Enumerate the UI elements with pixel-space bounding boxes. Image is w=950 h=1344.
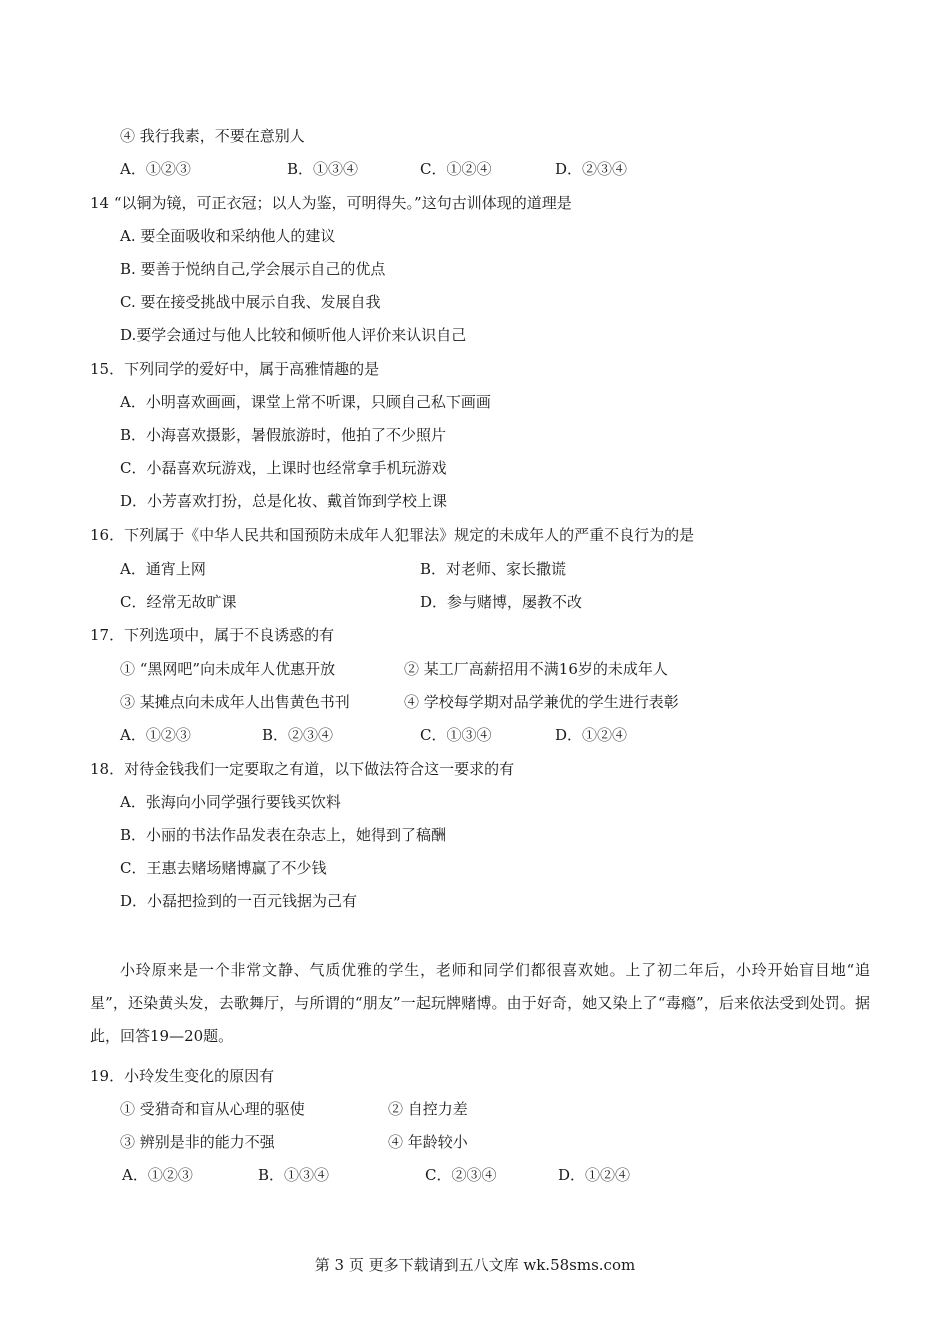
q19-item-1: ① 受猎奇和盲从心理的驱使 <box>120 1100 305 1118</box>
page-footer: 第 3 页 更多下载请到五八文库 wk.58sms.com <box>314 1256 636 1274</box>
q16-stem: 16．下列属于《中华人民共和国预防未成年人犯罪法》规定的未成年人的严重不良行为的是 <box>90 526 695 544</box>
q15-option-d: D．小芳喜欢打扮，总是化妆、戴首饰到学校上课 <box>120 492 448 510</box>
q18-option-d: D．小磊把捡到的一百元钱据为己有 <box>120 892 358 910</box>
q17-stem: 17．下列选项中，属于不良诱惑的有 <box>90 626 335 644</box>
q18-option-a: A．张海向小同学强行要钱买饮料 <box>120 793 341 811</box>
q16-option-b: B．对老师、家长撒谎 <box>420 560 567 578</box>
q15-option-c: C．小磊喜欢玩游戏，上课时也经常拿手机玩游戏 <box>120 459 447 477</box>
q17-option-c: C．①③④ <box>420 726 492 744</box>
q13-option-d: D．②③④ <box>555 160 628 178</box>
q16-option-c: C．经常无故旷课 <box>120 593 237 611</box>
q19-option-a: A．①②③ <box>122 1166 193 1184</box>
q17-option-d: D．①②④ <box>555 726 628 744</box>
q14-option-d: D.要学会通过与他人比较和倾听他人评价来认识自己 <box>120 326 467 344</box>
q15-option-b: B．小海喜欢摄影，暑假旅游时，他拍了不少照片 <box>120 426 447 444</box>
q14-option-b: B. 要善于悦纳自己,学会展示自己的优点 <box>120 260 386 278</box>
q17-item-3: ③ 某摊点向未成年人出售黄色书刊 <box>120 693 350 711</box>
q14-stem: 14 “以铜为镜，可正衣冠；以人为鉴，可明得失。”这句古训体现的道理是 <box>90 194 572 212</box>
q16-option-d: D．参与赌博，屡教不改 <box>420 593 583 611</box>
q19-item-4: ④ 年龄较小 <box>388 1133 468 1151</box>
q15-option-a: A．小明喜欢画画，课堂上常不听课，只顾自己私下画画 <box>120 393 491 411</box>
q16-option-a: A．通宵上网 <box>120 560 206 578</box>
q13-option-a: A．①②③ <box>120 160 191 178</box>
q19-item-3: ③ 辨别是非的能力不强 <box>120 1133 275 1151</box>
q19-option-c: C．②③④ <box>425 1166 497 1184</box>
q19-option-d: D．①②④ <box>558 1166 631 1184</box>
q17-item-4: ④ 学校每学期对品学兼优的学生进行表彰 <box>404 693 679 711</box>
q14-option-a: A. 要全面吸收和采纳他人的建议 <box>120 227 336 245</box>
q17-option-b: B．②③④ <box>262 726 334 744</box>
q13-option-c: C．①②④ <box>420 160 492 178</box>
q14-option-c: C. 要在接受挑战中展示自我、发展自我 <box>120 293 381 311</box>
q13-item-4: ④ 我行我素，不要在意别人 <box>120 127 305 145</box>
q13-option-b: B．①③④ <box>287 160 359 178</box>
q18-stem: 18．对待金钱我们一定要取之有道，以下做法符合这一要求的有 <box>90 760 515 778</box>
q17-item-2: ② 某工厂高薪招用不满16岁的未成年人 <box>404 660 668 678</box>
q18-option-c: C．王惠去赌场赌博赢了不少钱 <box>120 859 327 877</box>
q17-option-a: A．①②③ <box>120 726 191 744</box>
q19-option-b: B．①③④ <box>258 1166 330 1184</box>
q17-item-1: ① “黑网吧”向未成年人优惠开放 <box>120 660 336 678</box>
q18-option-b: B．小丽的书法作品发表在杂志上，她得到了稿酬 <box>120 826 447 844</box>
q19-item-2: ② 自控力差 <box>388 1100 468 1118</box>
reading-passage: 小玲原来是一个非常文静、气质优雅的学生，老师和同学们都很喜欢她。上了初二年后，小玲开始盲目地“追星”，还染黄头发，去歌舞厅，与所谓的“朋友”一起玩牌赌博。由于好奇，她又染上了“毒瘾”，后来依法受到处罚。据此，回答19—20题。 <box>90 961 870 1045</box>
q15-stem: 15．下列同学的爱好中，属于高雅情趣的是 <box>90 360 380 378</box>
q19-stem: 19．小玲发生变化的原因有 <box>90 1067 275 1085</box>
